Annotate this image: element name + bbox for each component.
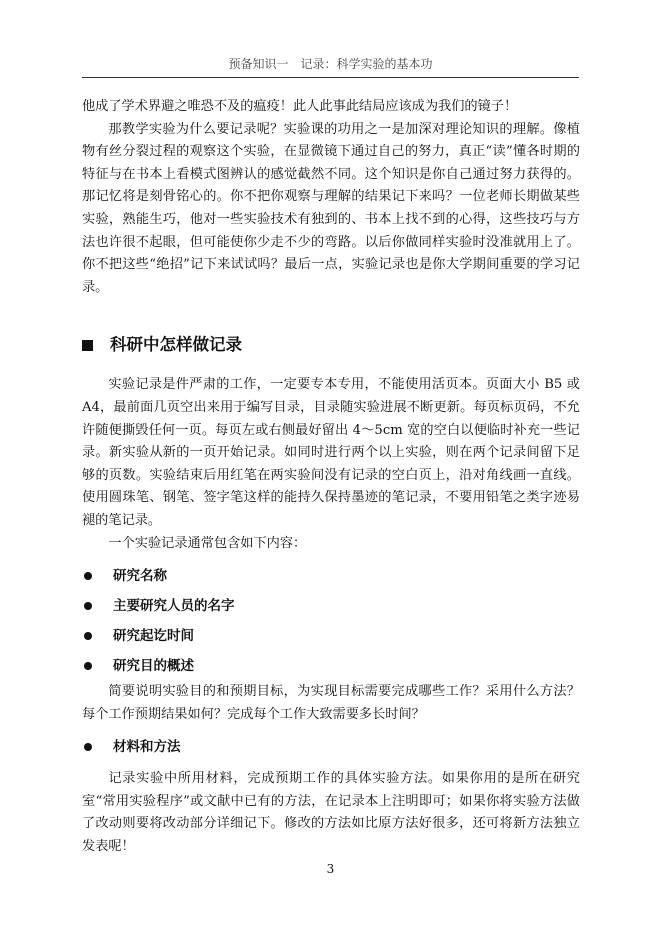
bullet-dot-icon: [84, 743, 92, 751]
bullet-label: 研究名称: [113, 567, 167, 584]
bullet-dot-icon: [84, 572, 92, 580]
bullet-item: [82, 561, 580, 591]
bullet-dot-icon: [84, 662, 92, 670]
paragraph-5: 简要说明实验目的和预期目标，为实现目标需要完成哪些工作？采用什么方法？每个工作预期结果如何？完成每个工作大致需要多长时间？: [82, 684, 580, 722]
bullet-item: [82, 732, 580, 762]
bullet-item: [82, 651, 580, 681]
bullet-dot-icon: [84, 632, 92, 640]
paragraph-2: 那教学实验为什么要记录呢？实验课的功用之一是加深对理论知识的理解。像植物有丝分裂过程的观察这个实验，在显微镜下通过自己的努力，真正“读”懂各时期的特征与在书本上看模式图辨认的感觉截然不同。这个知识是你自己通过努力获得的。那记忆将是刻骨铭心的。你不把你观察与理解的结果记下来吗？一位老师长期做某些实验，熟能生巧，他对一些实验技术有独到的、书本上找不到的心得，这些技巧与方法也许很不起眼，但可能使你少走不少的弯路。以后你做同样实验时没准就用上了。你不把这些“绝招”记下来试试吗？最后一点，实验记录也是你大学期间重要的学习记录。: [82, 121, 580, 295]
bullet-label: 主要研究人员的名字: [113, 597, 235, 614]
paragraph-3: 实验记录是件严肃的工作，一定要专本专用，不能使用活页本。页面大小 B5 或 A4，最前面几页空出来用于编写目录，目录随实验进展不断更新。每页标页码，不允许随便撕毁任何一页。每页左或右侧最好留出 4～5cm 宽的空白以便临时补充一些记录。新实验从新的一页开始记录。如同时进行两个以上实验，则在两个记录间留下足够的页数。实验结束后用红笔在两实验间没有记录的空白页上，沿对角线画一直线。使用圆珠笔、钢笔、签字笔这样的能持久保持墨迹的笔记录，不要用铅笔之类字迹易褪的笔记录。: [82, 377, 580, 528]
paragraph-4: 一个实验记录通常包含如下内容：: [108, 535, 307, 551]
paragraph-1: 他成了学术界避之唯恐不及的瘟疫！此人此事此结局应该成为我们的镜子！: [82, 99, 518, 114]
bullet-label: 材料和方法: [113, 738, 181, 755]
bullet-label: 研究起讫时间: [113, 627, 194, 644]
header-rule: [82, 77, 579, 78]
bullet-item: [82, 621, 580, 651]
square-bullet-icon: [82, 340, 93, 351]
section-title: 科研中怎样做记录: [110, 335, 242, 355]
bullet-dot-icon: [84, 602, 92, 610]
running-header: 预备知识一 记录：科学实验的基本功: [228, 57, 433, 71]
bullet-label: 研究目的概述: [113, 657, 194, 674]
page-body: [82, 96, 580, 859]
paragraph-6: 记录实验中所用材料，完成预期工作的具体实验方法。如果你用的是所在研究室“常用实验程序”或文献中已有的方法，在记录本上注明即可；如果你将实验方法做了改动则要将改动部分详细记下。修改的方法如比原方法好很多，还可将新方法独立发表呢！: [82, 771, 580, 855]
bullet-item: [82, 591, 580, 621]
page-number: 3: [326, 862, 335, 876]
section-heading: [82, 333, 580, 357]
